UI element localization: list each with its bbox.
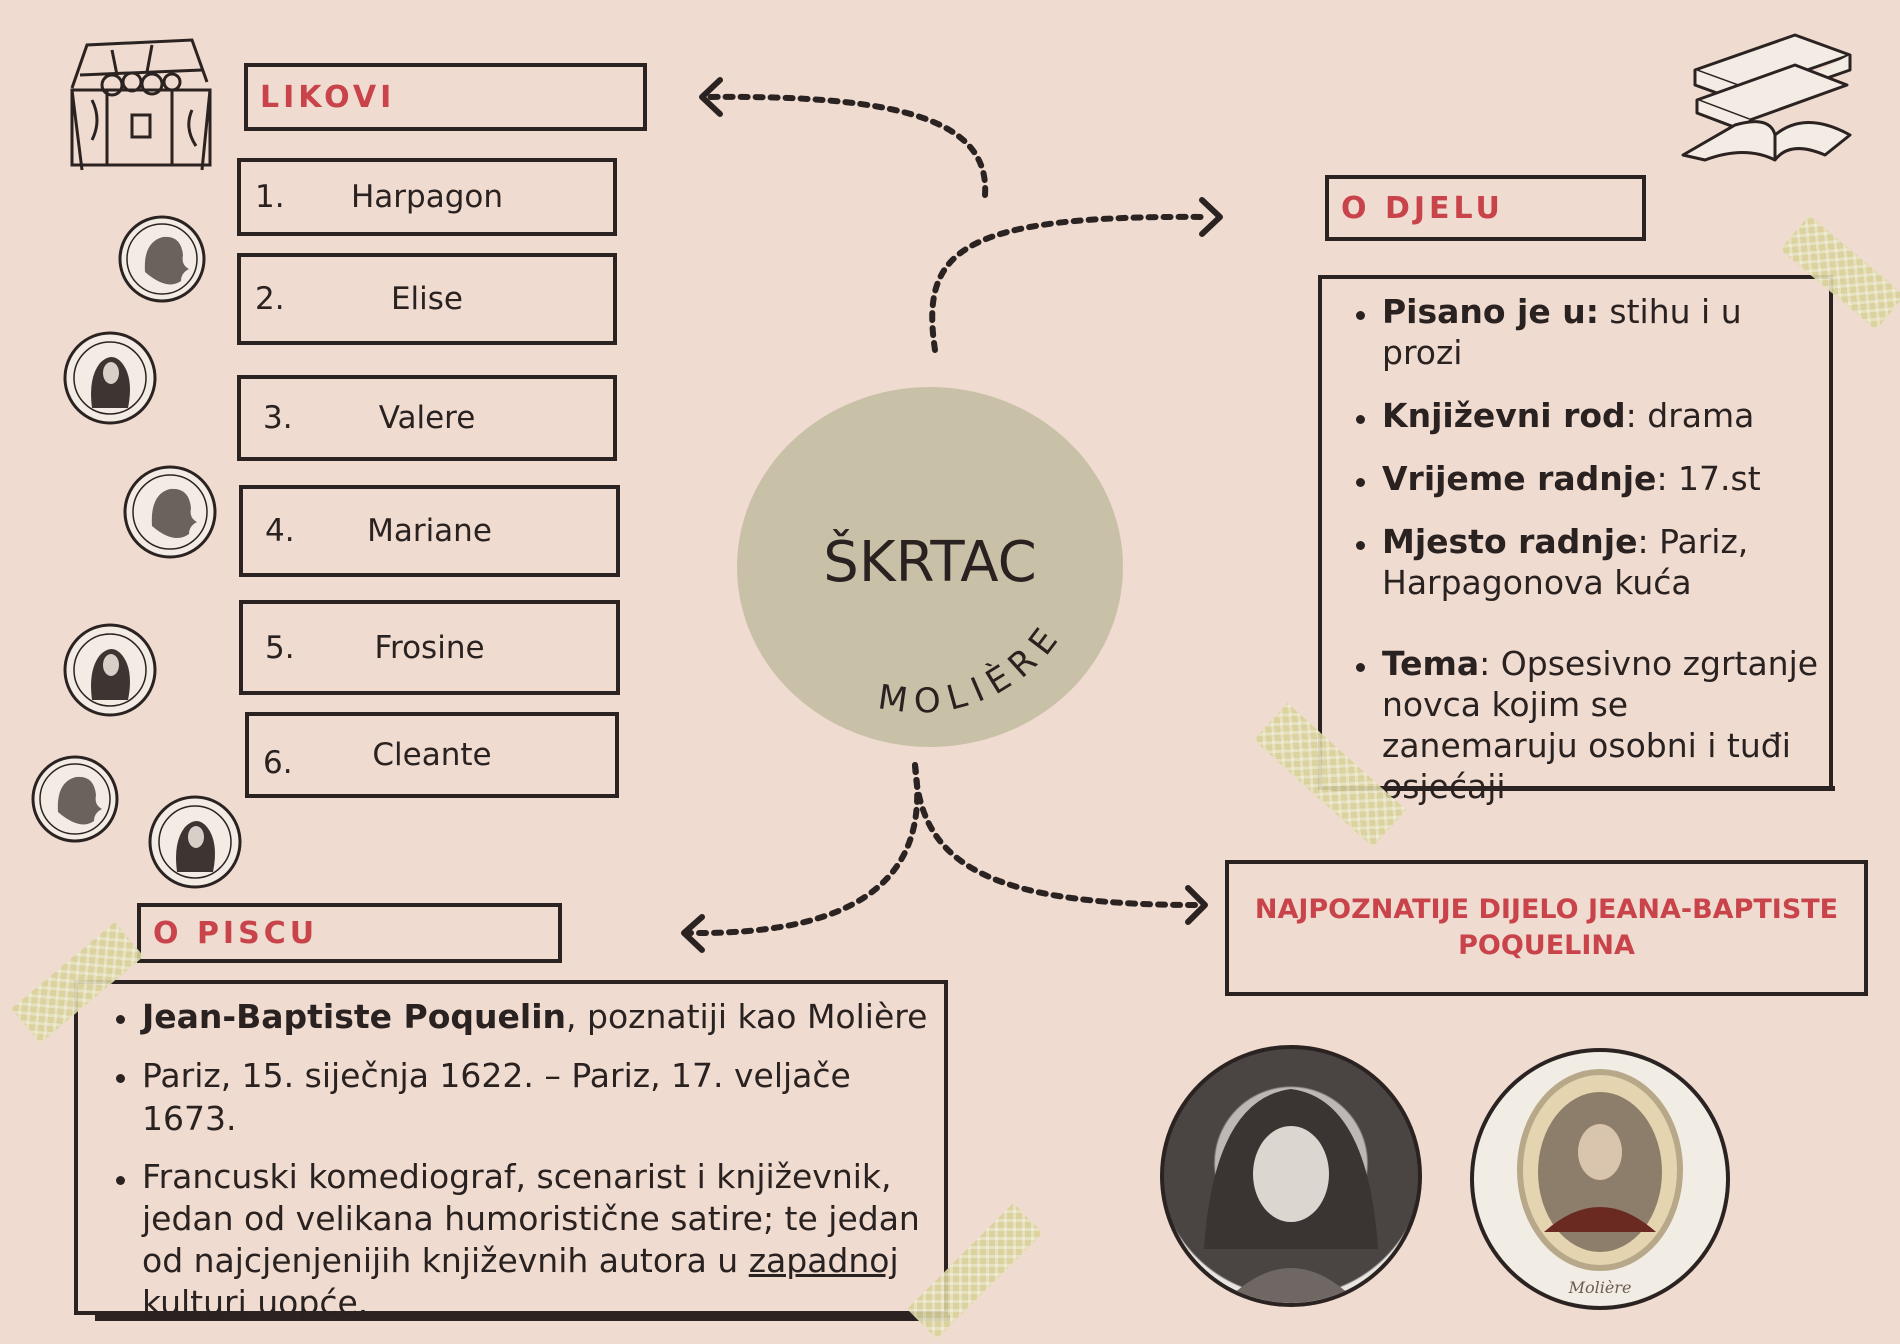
o-djelu-item: Pisano je u: stihu i u prozi <box>1352 291 1822 373</box>
character-name: Harpagon <box>350 179 504 215</box>
books-icon <box>1675 25 1860 165</box>
o-piscu-item: Pariz, 15. siječnja 1622. – Pariz, 17. veljače 1673. <box>112 1054 932 1140</box>
o-piscu-heading-text: O PISCU <box>153 915 319 951</box>
o-djelu-heading-text: O DJELU <box>1341 190 1504 226</box>
o-djelu-item: Književni rod: drama <box>1352 395 1822 436</box>
character-row <box>237 375 617 461</box>
author-label: MOLIÈRE <box>875 614 1072 723</box>
coin-profile-icon <box>115 212 210 307</box>
character-name: Mariane <box>367 513 492 549</box>
najpoznatije-text: NAJPOZNATIJE DIJELO JEANA-BAPTISTE POQUELINA <box>1254 894 1839 961</box>
character-name: Frosine <box>374 629 485 666</box>
o-piscu-heading <box>137 903 562 963</box>
character-name: Cleante <box>372 737 492 773</box>
character-row <box>239 485 620 577</box>
coin-profile-icon <box>28 752 123 847</box>
o-djelu-item: Tema: Opsesivno zgrtanje novca kojim se zanemaruju osobni i tuđi osjećaji <box>1352 643 1822 807</box>
character-number: 6. <box>263 744 293 781</box>
portrait-figure <box>1164 1049 1418 1303</box>
o-piscu-item: Jean-Baptiste Poquelin, poznatiji kao Molière <box>112 995 932 1038</box>
zapadnoj-kulturi-link[interactable]: zapadnoj kulturi <box>142 1241 899 1322</box>
portrait-caption: Molière <box>1568 1278 1632 1297</box>
coin-portrait-icon <box>60 620 160 720</box>
character-row <box>245 712 619 798</box>
o-djelu-list <box>1352 291 1822 829</box>
coin-portrait-icon <box>60 328 160 428</box>
character-number: 5. <box>265 629 295 666</box>
character-number: 4. <box>265 513 295 549</box>
o-djelu-item: Vrijeme radnje: 17.st <box>1352 458 1822 499</box>
character-number: 2. <box>255 281 285 317</box>
character-number: 1. <box>255 179 285 215</box>
character-name: Elise <box>390 281 464 317</box>
center-title: ŠKRTAC <box>823 530 1037 595</box>
o-djelu-heading <box>1325 175 1646 241</box>
svg-text:MOLIÈRE <box>876 614 1072 722</box>
treasure-chest-icon <box>52 30 222 185</box>
najpoznatije-box <box>1225 860 1868 996</box>
character-name: Valere <box>378 400 476 436</box>
o-piscu-item: Francuski komediograf, scenarist i književnik, jedan od velikana humoristične satire; te jedan od najcjenjenijih književnih autora u zapadnoj kulturi uopće. <box>112 1156 932 1324</box>
character-row <box>239 600 620 695</box>
likovi-heading-text: LIKOVI <box>260 79 396 115</box>
character-row <box>237 158 617 236</box>
likovi-heading <box>244 63 647 131</box>
author-arc-text <box>737 387 1123 747</box>
moliere-portrait-framed <box>1470 1048 1730 1310</box>
moliere-portrait-engraving <box>1160 1045 1422 1307</box>
portrait-frame-figure <box>1474 1052 1726 1306</box>
coin-profile-icon <box>120 462 220 562</box>
coin-portrait-icon <box>145 792 245 892</box>
character-row <box>237 253 617 345</box>
o-djelu-item: Mjesto radnje: Pariz, Harpagonova kuća <box>1352 521 1822 603</box>
character-number: 3. <box>263 400 293 436</box>
o-piscu-list <box>112 995 932 1340</box>
